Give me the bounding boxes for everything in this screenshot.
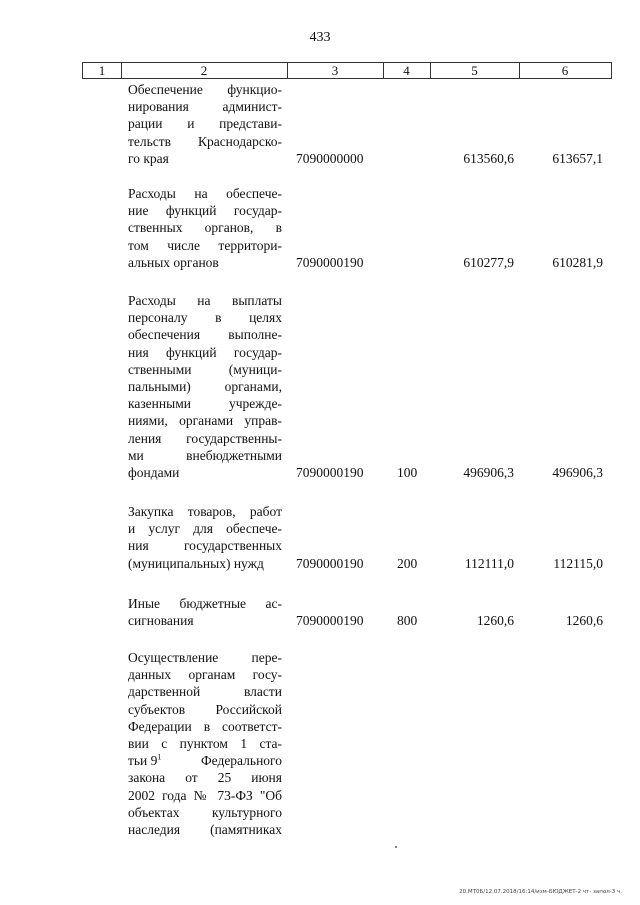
- row-amount-2018: 496906,3: [463, 465, 514, 480]
- row-code: 7090000000: [296, 150, 364, 166]
- row-code: 7090000190: [296, 254, 364, 270]
- row-amount-2019: 112115,0: [553, 555, 603, 571]
- description-line: ния государственных: [128, 538, 282, 554]
- description-line: субъектов Российской: [128, 701, 282, 717]
- row-description: [128, 649, 282, 838]
- description-line: закона от 25 июня: [128, 770, 282, 786]
- row-amount-2019: 613657,1: [552, 150, 603, 166]
- description-line: Обеспечение функцио-: [128, 82, 282, 97]
- description-line: го края: [128, 150, 169, 166]
- row-amount-2018: 613560,6: [463, 150, 514, 166]
- description-line: данных органам госу-: [128, 667, 282, 683]
- table-header: [82, 62, 612, 79]
- description-line: ственными (муници-: [128, 361, 282, 377]
- row-description: [128, 185, 282, 271]
- footnote-marker: 1: [157, 752, 162, 762]
- description-line: ственных органов, в: [128, 220, 282, 236]
- description-line: ния функций государ-: [128, 344, 282, 360]
- row-code: 7090000190: [296, 613, 364, 629]
- description-line: тельств Краснодарско-: [128, 133, 282, 149]
- row-code: 7090000190: [296, 465, 364, 480]
- page-number: 433: [309, 30, 331, 45]
- row-expense-type: 200: [397, 555, 418, 571]
- description-line: объектах культурного: [128, 804, 282, 820]
- description-line: ние функций государ-: [128, 203, 282, 219]
- description-fragment: Федерального: [200, 753, 282, 769]
- header-col-3: 3: [331, 63, 339, 78]
- row-amount-2019: 496906,3: [552, 465, 603, 480]
- description-line: наследия (памятниках: [128, 822, 282, 838]
- row-amount-2018: 1260,6: [476, 613, 514, 629]
- description-line: и услуг для обеспече-: [128, 521, 282, 537]
- row-amount-2018: 610277,9: [463, 254, 514, 270]
- description-line: ми внебюджетными: [128, 447, 282, 463]
- description-line: том числе территори-: [128, 237, 282, 253]
- description-line: ления государственны-: [128, 430, 282, 446]
- row-description: [128, 81, 282, 167]
- description-line: сигнования: [128, 613, 194, 629]
- header-col-5: 5: [471, 63, 478, 78]
- header-col-4: 4: [403, 63, 410, 78]
- header-col-6: 6: [561, 63, 569, 78]
- row-amount-2018: 112111,0: [464, 555, 514, 571]
- description-line: (муниципальных) нужд: [128, 555, 264, 571]
- description-line: нирования админист-: [128, 99, 282, 115]
- description-line: Расходы на выплаты: [128, 293, 282, 308]
- row-amount-2019: 610281,9: [552, 254, 603, 270]
- description-line: Федерации в соответст-: [128, 718, 282, 734]
- row-expense-type: 800: [397, 613, 418, 629]
- row-description: [128, 292, 282, 481]
- description-line: Осуществление пере-: [128, 650, 282, 665]
- description-line: фондами: [128, 465, 180, 481]
- description-line: ниями, органами управ-: [128, 413, 282, 429]
- description-fragment: тьи $9^1$: [128, 752, 162, 769]
- description-line: Расходы на обеспече-: [128, 186, 282, 201]
- description-line: рации и представи-: [128, 116, 282, 132]
- description-line: 2002 года № 73-ФЗ "Об: [128, 787, 282, 803]
- description-line: дарственной власти: [128, 684, 282, 700]
- description-line: обеспечения выполне-: [128, 327, 282, 343]
- description-line: пальными) органами,: [128, 379, 282, 395]
- row-description: [128, 503, 282, 572]
- row-expense-type: 100: [397, 465, 418, 480]
- description-line: казенными учрежде-: [128, 396, 282, 412]
- description-line: вии с пунктом 1 ста-: [128, 736, 282, 752]
- description-line: Иные бюджетные ас-: [128, 596, 282, 611]
- description-line: персоналу в целях: [128, 310, 282, 326]
- header-col-1: 1: [98, 63, 106, 78]
- description-line: [128, 752, 282, 769]
- row-amount-2019: 1260,6: [565, 613, 603, 629]
- row-description: [128, 595, 282, 629]
- scan-speck: [395, 846, 397, 848]
- row-code: 7090000190: [296, 555, 364, 571]
- description-line: альных органов: [128, 254, 219, 270]
- description-line: Закупка товаров, работ: [128, 504, 282, 519]
- header-col-2: 2: [200, 63, 208, 78]
- document-footer: 20.МТ0Б/12.07.2018/16:14/изм-БЮДЖЕТ-2 чт- запол-3 ч.: [459, 889, 622, 895]
